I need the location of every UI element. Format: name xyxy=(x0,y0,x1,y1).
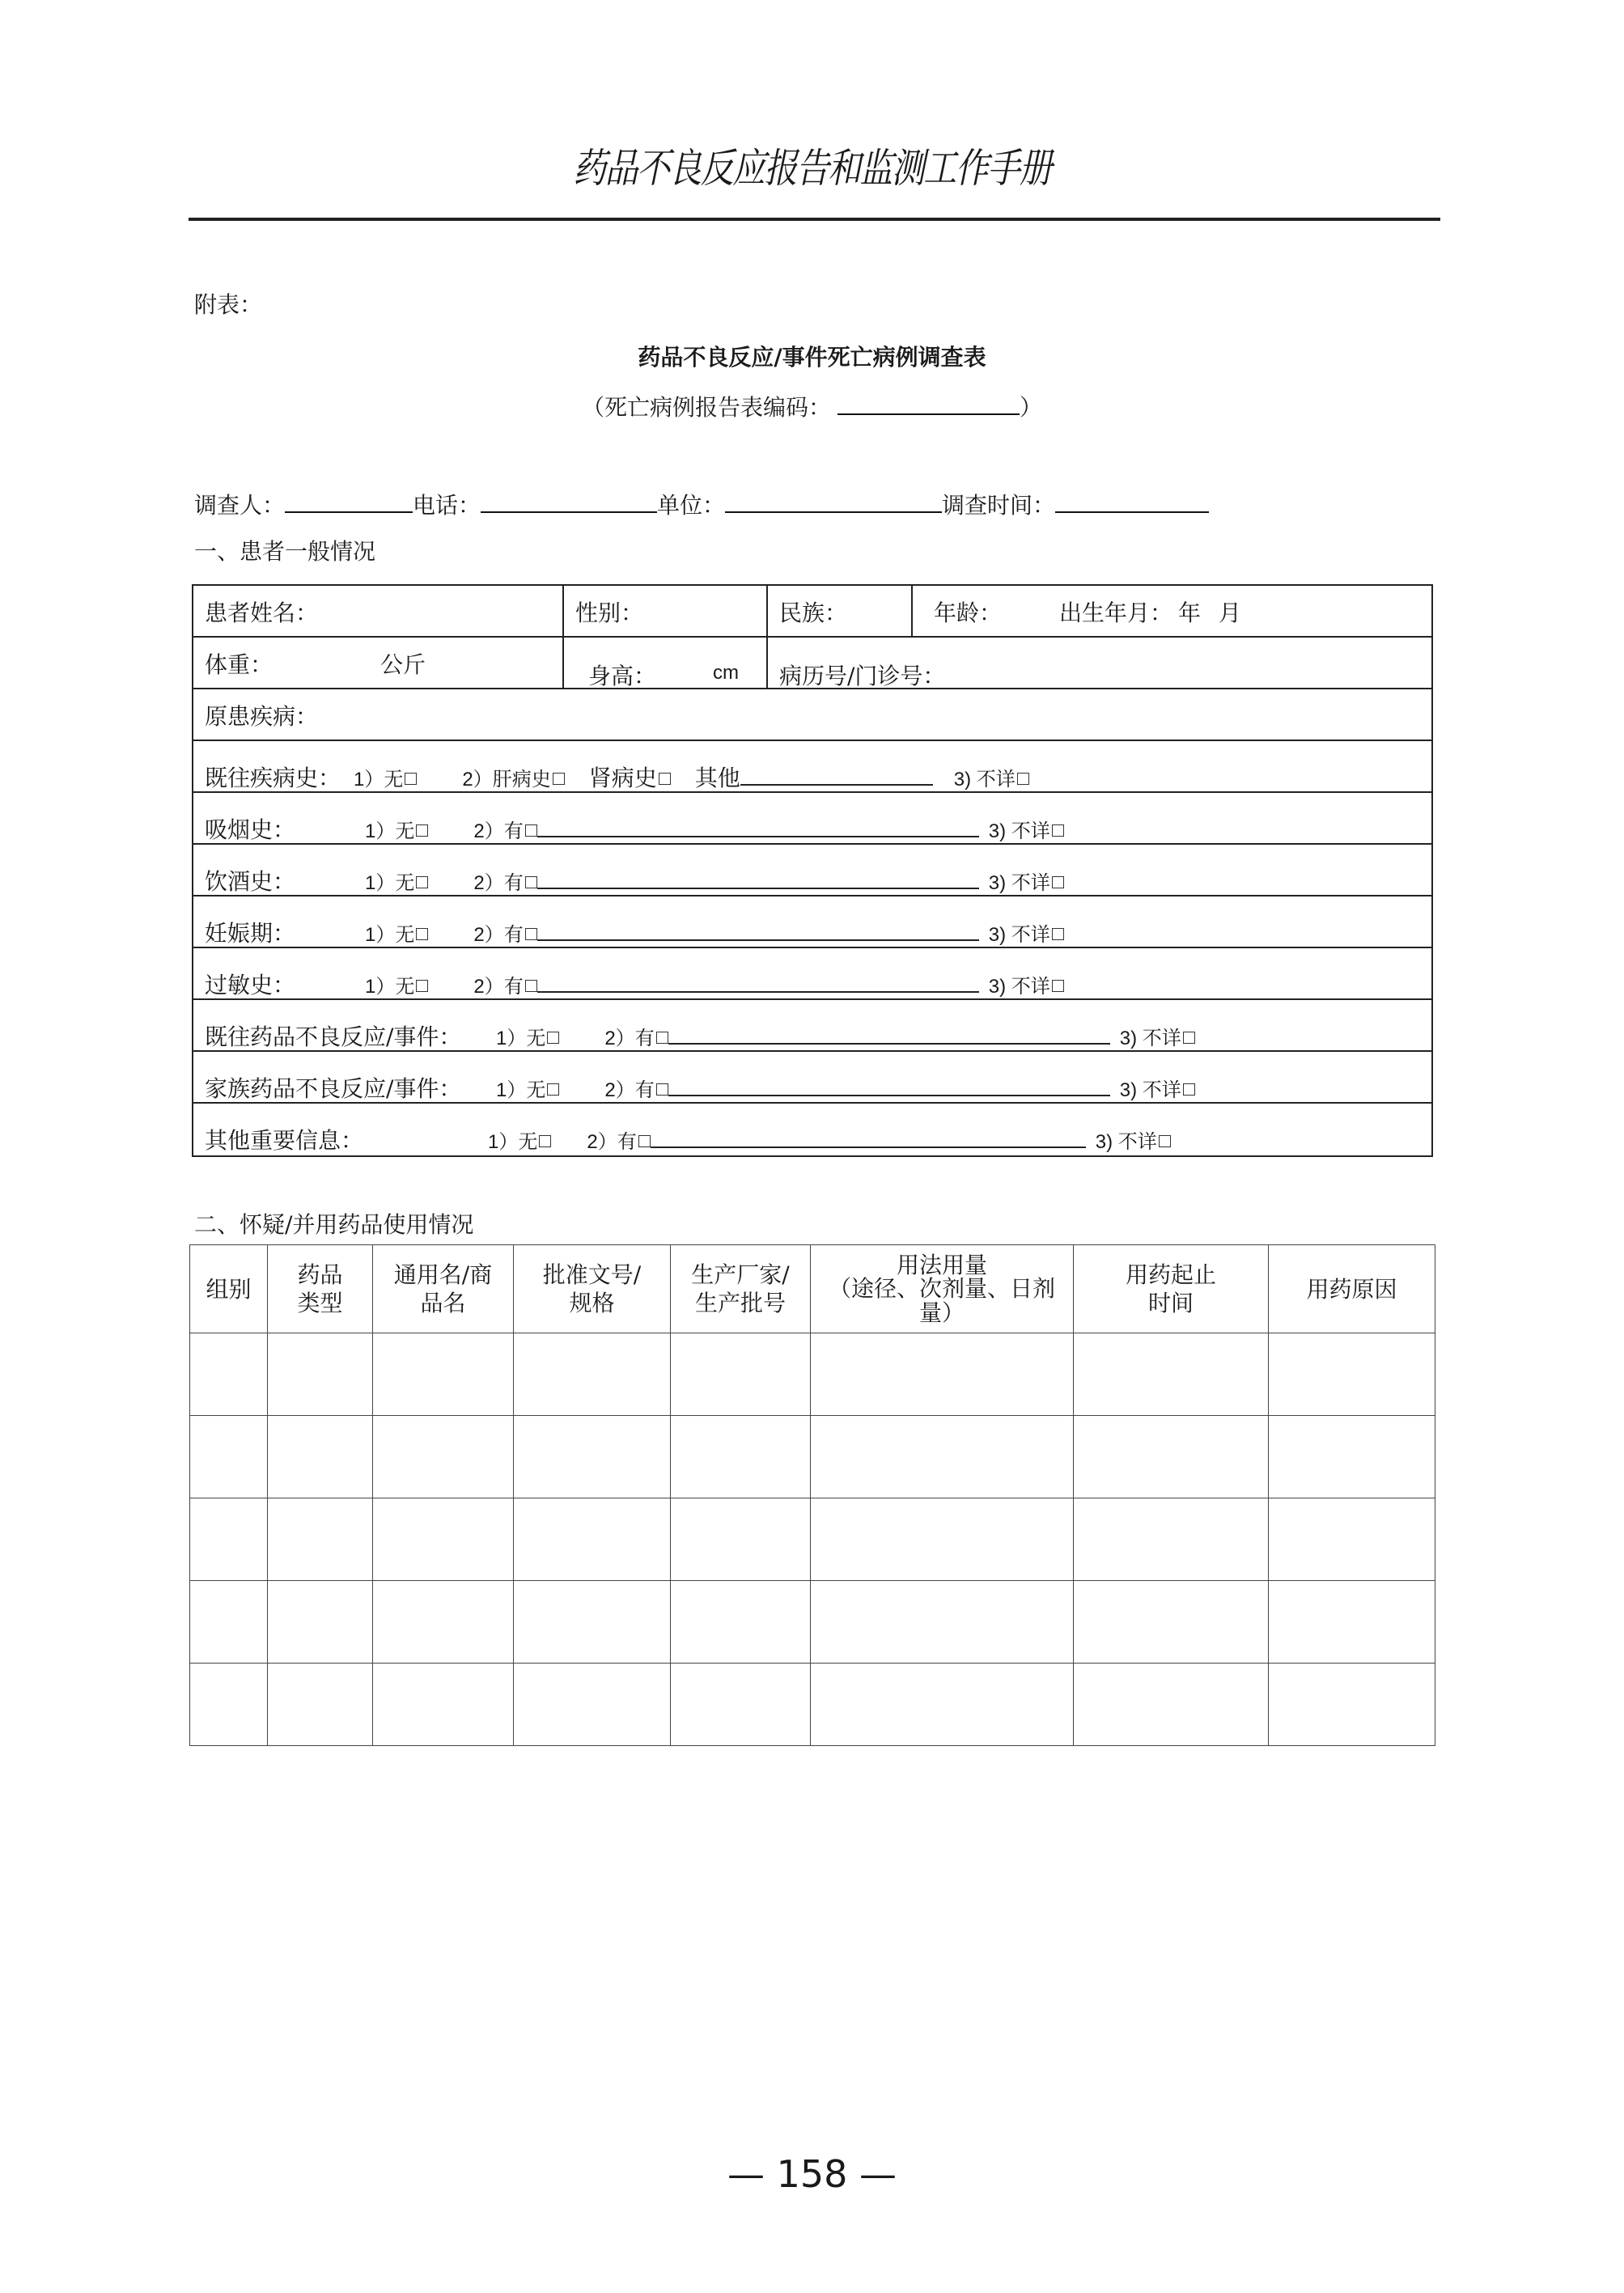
option-unknown: 3) 不详 xyxy=(1119,1079,1181,1101)
option-yes: 2）有 xyxy=(604,1028,655,1049)
ethnicity-cell[interactable] xyxy=(766,586,911,636)
report-code-label: （死亡病例报告表编码： xyxy=(581,394,831,421)
section1-title: 一、患者一般情况 xyxy=(194,538,376,565)
drug-table-row xyxy=(190,1333,1435,1416)
checkbox-unknown[interactable] xyxy=(1052,980,1064,992)
drug-cell-reason[interactable] xyxy=(1269,1581,1435,1664)
drug-cell-approval-number[interactable] xyxy=(514,1664,671,1746)
option-yes: 2）有 xyxy=(473,976,524,998)
drug-cell-manufacturer[interactable] xyxy=(671,1664,811,1746)
history-label: 吸烟史： xyxy=(205,816,296,843)
option-kidney: 肾病史 xyxy=(588,765,657,791)
checkbox-none[interactable] xyxy=(547,1083,559,1096)
drug-table-row xyxy=(190,1664,1435,1746)
drug-cell-duration[interactable] xyxy=(1074,1416,1269,1498)
drug-cell-drug-type[interactable] xyxy=(268,1333,373,1416)
col-dosage xyxy=(811,1245,1074,1333)
option-yes: 2）有 xyxy=(604,1079,655,1101)
drug-cell-approval-number[interactable] xyxy=(514,1581,671,1664)
section2-title: 二、怀疑/并用药品使用情况 xyxy=(194,1211,474,1238)
form-subtitle xyxy=(0,390,1624,422)
drug-cell-group[interactable] xyxy=(190,1333,268,1416)
birth-month-unit: 月 xyxy=(1219,600,1242,626)
history-label: 家族药品不良反应/事件： xyxy=(205,1075,462,1102)
form-title: 药品不良反应/事件死亡病例调查表 xyxy=(638,344,986,371)
col-group xyxy=(190,1245,268,1333)
checkbox-yes[interactable] xyxy=(525,824,537,837)
drug-usage-table xyxy=(189,1244,1435,1746)
drug-cell-duration[interactable] xyxy=(1074,1581,1269,1664)
appendix-label: 附表： xyxy=(194,291,263,318)
investigator-label: 调查人： xyxy=(194,492,286,519)
col-approval-number-line1: 批准文号/ xyxy=(542,1261,642,1288)
birth-year-unit: 年 xyxy=(1178,600,1202,626)
col-approval-number-line2: 规格 xyxy=(569,1290,615,1316)
investigation-time-field[interactable] xyxy=(1055,489,1209,513)
option-none: 1）无 xyxy=(365,924,415,946)
patient-row-3 xyxy=(193,689,1431,741)
checkbox-yes[interactable] xyxy=(525,876,537,888)
phone-label: 电话： xyxy=(413,492,481,519)
phone-field[interactable] xyxy=(481,489,657,513)
drug-cell-drug-type[interactable] xyxy=(268,1581,373,1664)
detail-field[interactable] xyxy=(668,1025,1110,1045)
checkbox-yes[interactable] xyxy=(638,1135,651,1147)
option-unknown: 3) 不详 xyxy=(953,769,1016,790)
checkbox-none[interactable] xyxy=(539,1135,551,1147)
detail-field[interactable] xyxy=(537,870,979,889)
drug-cell-duration[interactable] xyxy=(1074,1498,1269,1581)
option-other: 其他 xyxy=(694,765,740,791)
drug-cell-dosage[interactable] xyxy=(811,1664,1074,1746)
history-label: 妊娠期： xyxy=(205,920,296,947)
drug-cell-generic-name[interactable] xyxy=(373,1333,514,1416)
option-yes: 2）有 xyxy=(473,872,524,894)
drug-cell-reason[interactable] xyxy=(1269,1664,1435,1746)
unit-label: 单位： xyxy=(657,492,726,519)
record-number-label: 病历号/门诊号： xyxy=(779,663,946,689)
investigator-line xyxy=(194,488,1209,520)
option-yes: 2）有 xyxy=(473,924,524,946)
option-none: 1）无 xyxy=(365,820,415,842)
original-disease-cell[interactable] xyxy=(193,689,1431,740)
history-label: 饮酒史： xyxy=(205,868,296,895)
detail-field[interactable] xyxy=(537,818,979,837)
drug-cell-generic-name[interactable] xyxy=(373,1416,514,1498)
history-row-smoking xyxy=(193,793,1431,845)
col-approval-number xyxy=(514,1245,671,1333)
col-dosage-line2: （途径、次剂量、日剂 xyxy=(828,1275,1055,1303)
investigation-time-label: 调查时间： xyxy=(942,492,1056,519)
weight-cell[interactable] xyxy=(193,638,562,688)
detail-field[interactable] xyxy=(668,1077,1110,1096)
col-generic-name xyxy=(373,1245,514,1333)
checkbox-unknown[interactable] xyxy=(1183,1032,1195,1044)
birth-label: 出生年月： xyxy=(1059,600,1173,626)
option-unknown: 3) 不详 xyxy=(988,872,1050,894)
option-none: 1）无 xyxy=(365,872,415,894)
weight-label: 体重： xyxy=(205,651,273,678)
history-row-past-disease xyxy=(193,741,1431,793)
history-label: 过敏史： xyxy=(205,972,296,998)
drug-cell-manufacturer[interactable] xyxy=(671,1333,811,1416)
height-unit: cm xyxy=(713,662,739,684)
patient-row-2 xyxy=(193,638,1431,689)
patient-name-cell[interactable] xyxy=(193,586,562,636)
col-generic-name-line2: 品名 xyxy=(420,1290,466,1316)
col-reason xyxy=(1269,1245,1435,1333)
drug-cell-group[interactable] xyxy=(190,1664,268,1746)
patient-row-1 xyxy=(193,586,1431,638)
running-header-title: 药品不良反应报告和监测工作手册 xyxy=(573,145,1051,192)
page-number: — 158 — xyxy=(727,2152,897,2196)
drug-cell-approval-number[interactable] xyxy=(514,1416,671,1498)
checkbox-unknown[interactable] xyxy=(1052,928,1064,940)
drug-table-row xyxy=(190,1581,1435,1664)
drug-table-header xyxy=(190,1245,1435,1333)
history-row-past-adr xyxy=(193,1000,1431,1052)
col-generic-name-line1: 通用名/商 xyxy=(393,1261,493,1288)
age-cell[interactable] xyxy=(911,586,1431,636)
history-label: 其他重要信息： xyxy=(205,1127,364,1154)
drug-cell-dosage[interactable] xyxy=(811,1333,1074,1416)
option-unknown: 3) 不详 xyxy=(1119,1028,1181,1049)
drug-cell-dosage[interactable] xyxy=(811,1498,1074,1581)
drug-cell-generic-name[interactable] xyxy=(373,1664,514,1746)
option-none: 1）无 xyxy=(496,1079,546,1101)
option-unknown: 3) 不详 xyxy=(988,924,1050,946)
gender-cell[interactable] xyxy=(562,586,766,636)
drug-cell-drug-type[interactable] xyxy=(268,1664,373,1746)
detail-field[interactable] xyxy=(651,1129,1086,1148)
checkbox-none[interactable] xyxy=(547,1032,559,1044)
height-cell[interactable] xyxy=(562,638,766,688)
detail-field[interactable] xyxy=(537,973,979,993)
drug-cell-duration[interactable] xyxy=(1074,1664,1269,1746)
col-group-label: 组别 xyxy=(206,1275,252,1303)
col-reason-label: 用药原因 xyxy=(1306,1275,1397,1303)
col-dosage-line1: 用法用量 xyxy=(896,1251,987,1278)
option-none: 1）无 xyxy=(365,976,415,998)
unit-field[interactable] xyxy=(725,489,942,513)
drug-cell-reason[interactable] xyxy=(1269,1416,1435,1498)
checkbox-yes[interactable] xyxy=(525,980,537,992)
record-number-cell[interactable] xyxy=(766,638,1431,688)
checkbox-none[interactable] xyxy=(416,876,428,888)
checkbox-unknown[interactable] xyxy=(1183,1083,1195,1096)
weight-unit: 公斤 xyxy=(380,651,426,678)
drug-table-row xyxy=(190,1498,1435,1581)
option-yes: 2）有 xyxy=(587,1131,637,1153)
original-disease-label: 原患疾病： xyxy=(205,703,319,730)
history-label: 既往药品不良反应/事件： xyxy=(205,1024,462,1050)
checkbox-unknown[interactable] xyxy=(1017,773,1029,785)
drug-cell-dosage[interactable] xyxy=(811,1581,1074,1664)
history-row-family-adr xyxy=(193,1052,1431,1104)
patient-name-label: 患者姓名： xyxy=(205,600,319,626)
header-divider xyxy=(189,218,1440,221)
col-dosage-line3: 量） xyxy=(918,1299,965,1326)
checkbox-yes[interactable] xyxy=(656,1032,668,1044)
history-row-allergy xyxy=(193,948,1431,1000)
history-row-pregnancy xyxy=(193,896,1431,948)
drug-table-row xyxy=(190,1416,1435,1498)
option-none: 1）无 xyxy=(354,769,404,790)
checkbox-unknown[interactable] xyxy=(1159,1135,1171,1147)
drug-cell-generic-name[interactable] xyxy=(373,1581,514,1664)
checkbox-none[interactable] xyxy=(416,928,428,940)
option-unknown: 3) 不详 xyxy=(1095,1131,1157,1153)
option-none: 1）无 xyxy=(496,1028,546,1049)
col-manufacturer-line1: 生产厂家/ xyxy=(691,1261,790,1288)
drug-cell-drug-type[interactable] xyxy=(268,1416,373,1498)
drug-cell-group[interactable] xyxy=(190,1581,268,1664)
col-duration-line2: 时间 xyxy=(1147,1290,1194,1316)
history-row-drinking xyxy=(193,845,1431,896)
drug-cell-approval-number[interactable] xyxy=(514,1498,671,1581)
col-manufacturer-line2: 生产批号 xyxy=(694,1290,786,1316)
col-drug-type-line2: 类型 xyxy=(297,1290,343,1316)
checkbox-unknown[interactable] xyxy=(1052,876,1064,888)
checkbox-liver[interactable] xyxy=(553,773,565,785)
ethnicity-label: 民族： xyxy=(779,600,848,626)
option-liver: 2）肝病史 xyxy=(462,769,551,790)
report-code-close: ） xyxy=(1020,394,1043,421)
option-yes: 2）有 xyxy=(473,820,524,842)
option-unknown: 3) 不详 xyxy=(988,976,1050,998)
col-drug-type-line1: 药品 xyxy=(297,1261,343,1288)
checkbox-unknown[interactable] xyxy=(1052,824,1064,837)
drug-cell-group[interactable] xyxy=(190,1498,268,1581)
col-manufacturer xyxy=(671,1245,811,1333)
other-disease-field[interactable] xyxy=(740,766,933,786)
report-code-field[interactable] xyxy=(837,391,1020,415)
drug-cell-dosage[interactable] xyxy=(811,1416,1074,1498)
drug-cell-reason[interactable] xyxy=(1269,1498,1435,1581)
option-none: 1）无 xyxy=(488,1131,538,1153)
history-row-other-info xyxy=(193,1104,1431,1155)
investigator-field[interactable] xyxy=(285,489,413,513)
drug-cell-manufacturer[interactable] xyxy=(671,1498,811,1581)
checkbox-kidney[interactable] xyxy=(659,773,671,785)
checkbox-yes[interactable] xyxy=(525,928,537,940)
age-label: 年龄： xyxy=(934,600,1003,626)
checkbox-none[interactable] xyxy=(416,824,428,837)
detail-field[interactable] xyxy=(537,922,979,941)
drug-cell-drug-type[interactable] xyxy=(268,1498,373,1581)
drug-cell-duration[interactable] xyxy=(1074,1333,1269,1416)
patient-info-table xyxy=(192,584,1433,1157)
drug-cell-group[interactable] xyxy=(190,1416,268,1498)
height-label: 身高： xyxy=(588,663,657,689)
history-label: 既往疾病史： xyxy=(205,765,341,791)
col-drug-type xyxy=(268,1245,373,1333)
col-duration-line1: 用药起止 xyxy=(1125,1261,1216,1288)
drug-cell-reason[interactable] xyxy=(1269,1333,1435,1416)
checkbox-none[interactable] xyxy=(405,773,417,785)
option-unknown: 3) 不详 xyxy=(988,820,1050,842)
gender-label: 性别： xyxy=(575,600,644,626)
drug-cell-approval-number[interactable] xyxy=(514,1333,671,1416)
col-duration xyxy=(1074,1245,1269,1333)
drug-cell-manufacturer[interactable] xyxy=(671,1581,811,1664)
drug-cell-manufacturer[interactable] xyxy=(671,1416,811,1498)
drug-cell-generic-name[interactable] xyxy=(373,1498,514,1581)
checkbox-yes[interactable] xyxy=(656,1083,668,1096)
checkbox-none[interactable] xyxy=(416,980,428,992)
